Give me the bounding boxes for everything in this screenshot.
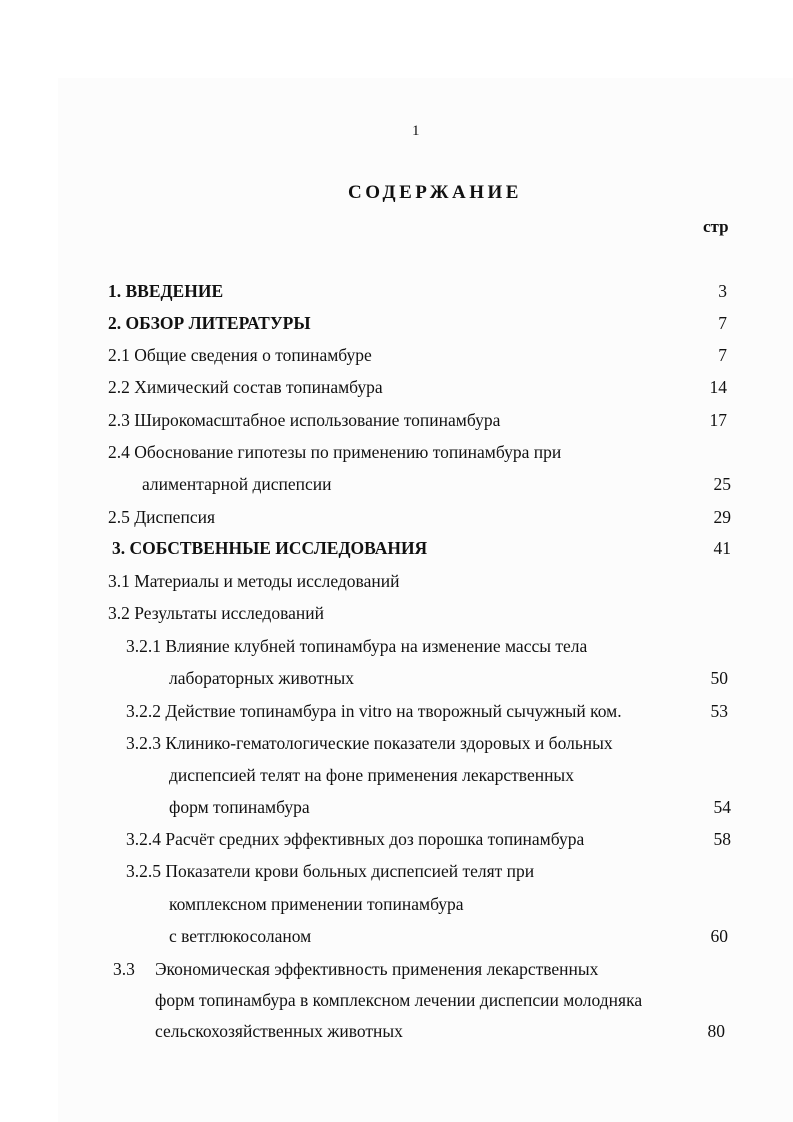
toc-entry-label: сельскохозяйственных животных	[155, 1021, 403, 1041]
toc-entry-page: 60	[710, 926, 728, 946]
toc-entry-label: 2.1 Общие сведения о топинамбуре	[108, 345, 372, 365]
toc-entry-label: 2.3 Широкомасштабное использование топинамбура	[108, 410, 501, 430]
toc-entry-label: 2.2 Химический состав топинамбура	[108, 377, 383, 397]
toc-entry-page: 3	[718, 281, 727, 301]
toc-entry-label: 2. ОБЗОР ЛИТЕРАТУРЫ	[108, 313, 311, 333]
toc-entry-label: 3.2 Результаты исследований	[108, 603, 324, 623]
toc-entry-label: форм топинамбура в комплексном лечении диспепсии молодняка	[155, 990, 643, 1010]
toc-entry-page: 29	[713, 507, 731, 527]
page-title: СОДЕРЖАНИЕ	[348, 182, 522, 203]
toc-entry-label: 2.4 Обоснование гипотезы по применению топинамбура при	[108, 442, 562, 462]
toc-entry-label: 3.2.2 Действие топинамбура in vitro на творожный сычужный ком.	[126, 701, 622, 721]
toc-entry-label: 3.1 Материалы и методы исследований	[108, 571, 400, 591]
toc-entry-page: 17	[709, 410, 727, 430]
toc-entry-label: 1. ВВЕДЕНИЕ	[108, 281, 224, 301]
toc-entry-page: 50	[710, 668, 728, 688]
toc-entry-label: 3.2.1 Влияние клубней топинамбура на изменение массы тела	[126, 636, 588, 656]
toc-entry-label: с ветглюкосоланом	[169, 926, 312, 946]
toc-entry-label: 2.5 Диспепсия	[108, 507, 215, 527]
toc-entry-page: 7	[718, 345, 727, 365]
toc-entry-page: 80	[707, 1021, 725, 1041]
toc-entry-label: 3.2.3 Клинико-гематологические показатели здоровых и больных	[126, 733, 613, 753]
toc-entry-label: алиментарной диспепсии	[142, 474, 332, 494]
toc-entry-page: 58	[713, 829, 731, 849]
toc-entry-page: 53	[710, 701, 728, 721]
toc-entry-label: 3.2.4 Расчёт средних эффективных доз порошка топинамбура	[126, 829, 585, 849]
toc-entry-label: форм топинамбура	[169, 797, 310, 817]
toc-entry-page: 7	[718, 313, 727, 333]
toc-entry-number: 3.3	[113, 959, 135, 979]
toc-entry-label: диспепсией телят на фоне применения лекарственных	[169, 765, 574, 785]
toc-entry-label: комплексном применении топинамбура	[169, 894, 464, 914]
toc-entry-label: 3.2.5 Показатели крови больных диспепсией телят при	[126, 861, 535, 881]
toc-entry-page: 25	[713, 474, 731, 494]
toc-entry-label: 3. СОБСТВЕННЫЕ ИССЛЕДОВАНИЯ	[112, 538, 428, 558]
toc-entry-label: Экономическая эффективность применения лекарственных	[155, 959, 599, 979]
toc-entry-page: 14	[709, 377, 727, 397]
toc-entry-label: лабораторных животных	[169, 668, 355, 688]
page-number: 1	[412, 123, 420, 139]
page-column-label: стр	[703, 217, 729, 236]
toc-entry-page: 41	[713, 538, 731, 558]
toc-entry-page: 54	[713, 797, 731, 817]
